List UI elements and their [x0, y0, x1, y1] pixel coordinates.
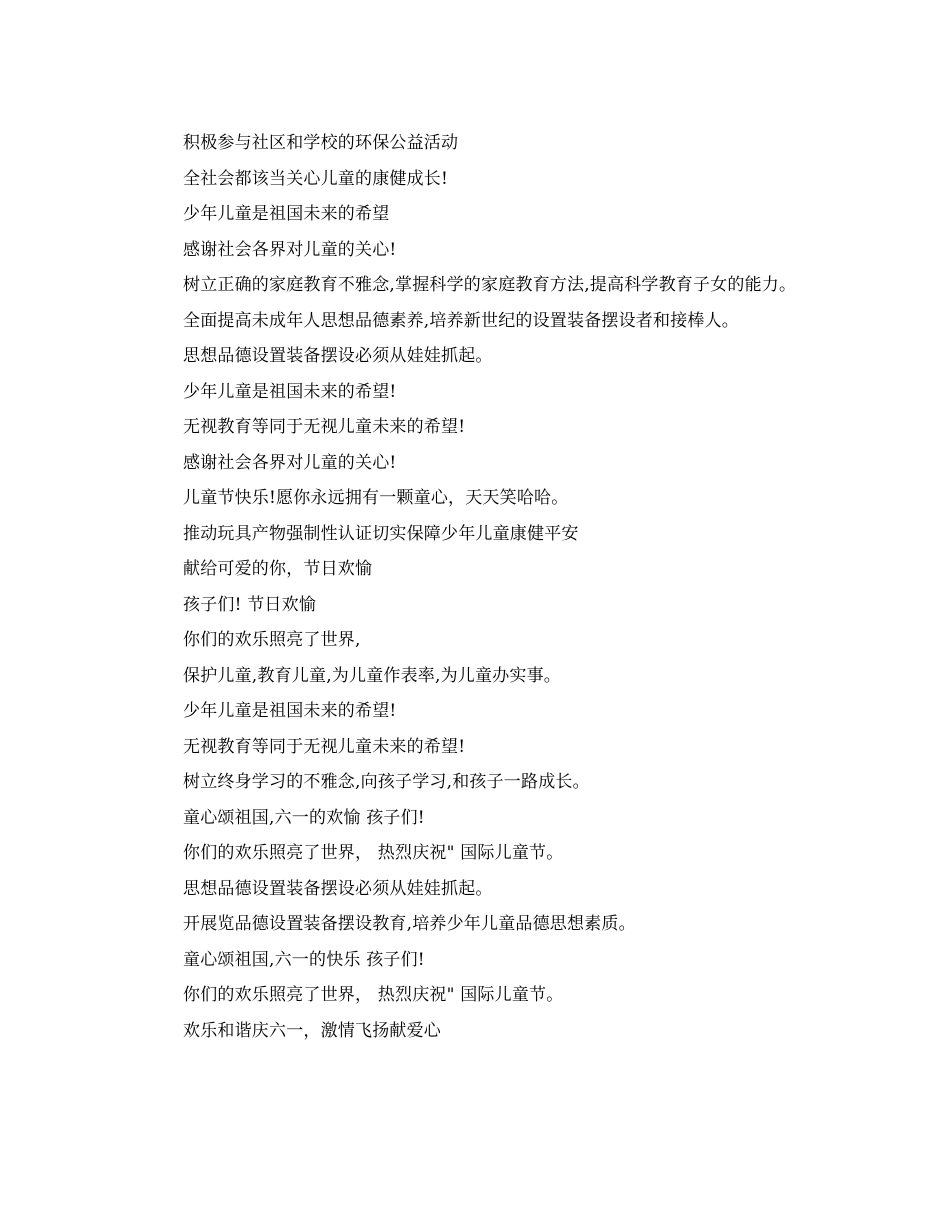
text-line-25: 你们的欢乐照亮了世界， 热烈庆祝" 国际儿童节。	[183, 985, 564, 1005]
text-line-24: 童心颂祖国,六一的快乐 孩子们!	[183, 949, 425, 970]
text-line-26: 欢乐和谐庆六一，激情飞扬献爱心	[183, 1020, 441, 1041]
text-line-17: 少年儿童是祖国未来的希望!	[183, 701, 397, 721]
text-line-21: 你们的欢乐照亮了世界， 热烈庆祝" 国际儿童节。	[183, 843, 564, 863]
text-line-18: 无视教育等同于无视儿童未来的希望!	[183, 736, 466, 757]
document-body	[145, 126, 805, 1049]
text-line-20: 童心颂祖国,六一的欢愉 孩子们!	[183, 807, 425, 828]
text-line-6: 全面提高未成年人思想品德素养,培养新世纪的设置装备摆设者和接棒人。	[183, 310, 740, 331]
text-line-22: 思想品德设置装备摆设必须从娃娃抓起。	[183, 878, 493, 899]
text-line-5: 树立正确的家庭教育不雅念,掌握科学的家庭教育方法,提高科学教育子女的能力。	[183, 275, 797, 295]
text-line-13: 献给可爱的你，节日欢愉	[183, 559, 373, 579]
text-line-8: 少年儿童是祖国未来的希望!	[183, 381, 397, 402]
text-line-12: 推动玩具产物强制性认证切实保障少年儿童康健平安	[183, 523, 579, 544]
text-line-23: 开展览品德设置装备摆设教育,培养少年儿童品德思想素质。	[183, 914, 636, 934]
text-line-19: 树立终身学习的不雅念,向孩子学习,和孩子一路成长。	[183, 772, 590, 792]
text-line-9: 无视教育等同于无视儿童未来的希望!	[183, 417, 466, 437]
text-line-14: 孩子们! 节日欢愉	[183, 594, 317, 615]
text-line-2: 全社会都该当关心儿童的康健成长!	[183, 168, 449, 189]
text-line-11: 儿童节快乐!愿你永远拥有一颗童心，天天笑哈哈。	[183, 488, 569, 508]
text-line-7: 思想品德设置装备摆设必须从娃娃抓起。	[183, 346, 493, 366]
text-line-16: 保护儿童,教育儿童,为儿童作表率,为儿童办实事。	[183, 665, 562, 686]
text-line-4: 感谢社会各界对儿童的关心!	[183, 239, 397, 260]
text-line-3: 少年儿童是祖国未来的希望	[183, 204, 390, 224]
text-line-15: 你们的欢乐照亮了世界,	[183, 630, 361, 650]
text-line-10: 感谢社会各界对儿童的关心!	[183, 452, 397, 473]
text-line-1: 积极参与社区和学校的环保公益活动	[183, 133, 459, 153]
